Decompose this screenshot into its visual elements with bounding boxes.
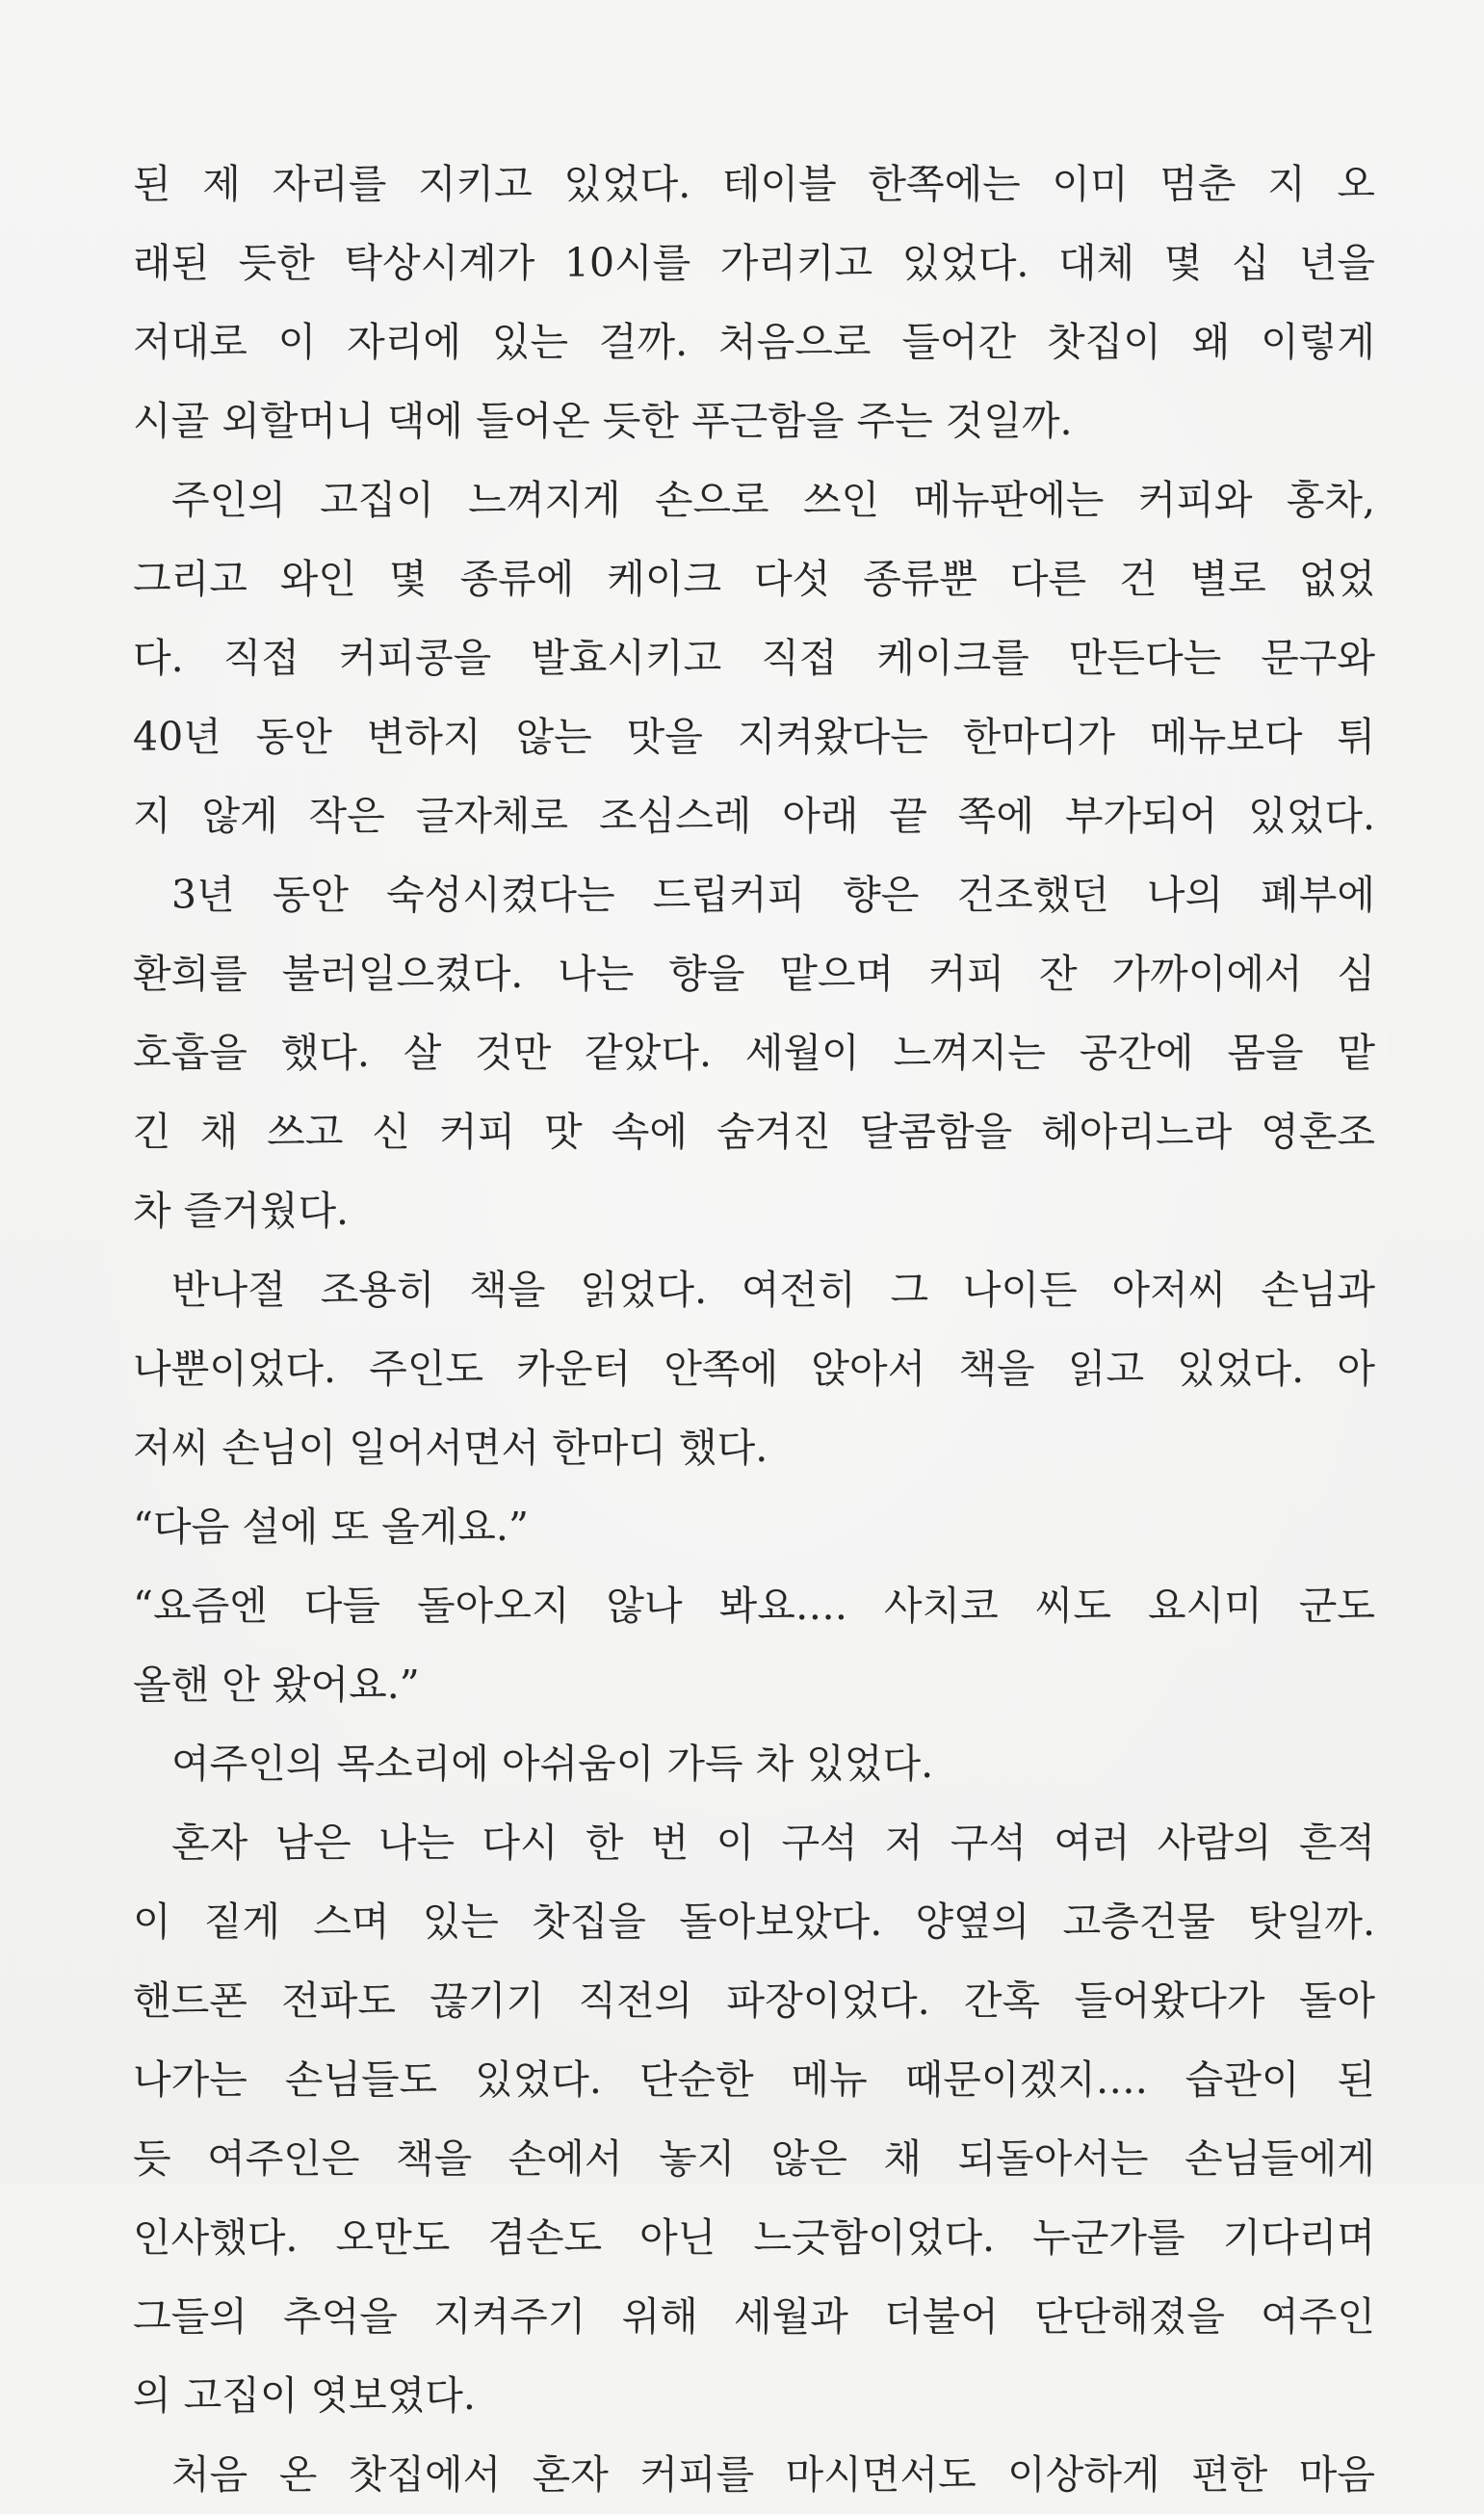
text-line: 그들의 추억을 지켜주기 위해 세월과 더불어 단단해졌을 여주인 [133, 2293, 1375, 2340]
text-line: 다. 직접 커피콩을 발효시키고 직접 케이크를 만든다는 문구와 [133, 635, 1375, 681]
text-line: “다음 설에 또 올게요.” [133, 1504, 529, 1550]
text-line: 지 않게 작은 글자체로 조심스레 아래 끝 쪽에 부가되어 있었다. [133, 793, 1375, 839]
text-line: 혼자 남은 나는 다시 한 번 이 구석 저 구석 여러 사람의 흔적 [171, 1820, 1375, 1866]
text-line: 긴 채 쓰고 신 커피 맛 속에 숨겨진 달콤함을 헤아리느라 영혼조 [133, 1109, 1375, 1155]
text-line: 나가는 손님들도 있었다. 단순한 메뉴 때문이겠지…. 습관이 된 [133, 2056, 1375, 2103]
text-line: 여주인의 목소리에 아쉬움이 가득 차 있었다. [171, 1741, 934, 1787]
text-line: 듯 여주인은 책을 손에서 놓지 않은 채 되돌아서는 손님들에게 [133, 2135, 1375, 2182]
text-line: 인사했다. 오만도 겸손도 아닌 느긋함이었다. 누군가를 기다리며 [133, 2214, 1375, 2261]
text-line: 반나절 조용히 책을 읽었다. 여전히 그 나이든 아저씨 손님과 [171, 1267, 1375, 1313]
text-line: 차 즐거웠다. [133, 1188, 350, 1234]
text-line: 시골 외할머니 댁에 들어온 듯한 푸근함을 주는 것일까. [133, 398, 1073, 444]
text-line: 저대로 이 자리에 있는 걸까. 처음으로 들어간 찻집이 왜 이렇게 [133, 319, 1375, 365]
text-line: 래된 듯한 탁상시계가 10시를 가리키고 있었다. 대체 몇 십 년을 [133, 240, 1375, 286]
text-line: 올핸 안 왔어요.” [133, 1662, 420, 1708]
text-line: “요즘엔 다들 돌아오지 않나 봐요…. 사치코 씨도 요시미 군도 [133, 1583, 1375, 1629]
text-line: 환희를 불러일으켰다. 나는 향을 맡으며 커피 잔 가까이에서 심 [133, 951, 1375, 997]
text-line: 된 제 자리를 지키고 있었다. 테이블 한쪽에는 이미 멈춘 지 오 [133, 161, 1375, 207]
text-line: 이 짙게 스며 있는 찻집을 돌아보았다. 양옆의 고층건물 탓일까. [133, 1899, 1375, 1945]
text-line: 주인의 고집이 느껴지게 손으로 쓰인 메뉴판에는 커피와 홍차, [171, 477, 1375, 523]
text-line: 핸드폰 전파도 끊기기 직전의 파장이었다. 간혹 들어왔다가 돌아 [133, 1977, 1375, 2024]
text-line: 저씨 손님이 일어서면서 한마디 했다. [133, 1425, 768, 1471]
text-line: 호흡을 했다. 살 것만 같았다. 세월이 느껴지는 공간에 몸을 맡 [133, 1030, 1375, 1076]
text-line: 나뿐이었다. 주인도 카운터 안쪽에 앉아서 책을 읽고 있었다. 아 [133, 1346, 1375, 1392]
text-line: 3년 동안 숙성시켰다는 드립커피 향은 건조했던 나의 폐부에 [171, 872, 1375, 918]
text-line: 의 고집이 엿보였다. [133, 2372, 476, 2419]
body-text [133, 144, 1375, 2514]
text-line: 처음 온 찻집에서 혼자 커피를 마시면서도 이상하게 편한 마음 [171, 2451, 1375, 2498]
text-line: 그리고 와인 몇 종류에 케이크 다섯 종류뿐 다른 건 별로 없었 [133, 556, 1375, 602]
text-line: 40년 동안 변하지 않는 맛을 지켜왔다는 한마디가 메뉴보다 튀 [133, 714, 1375, 760]
